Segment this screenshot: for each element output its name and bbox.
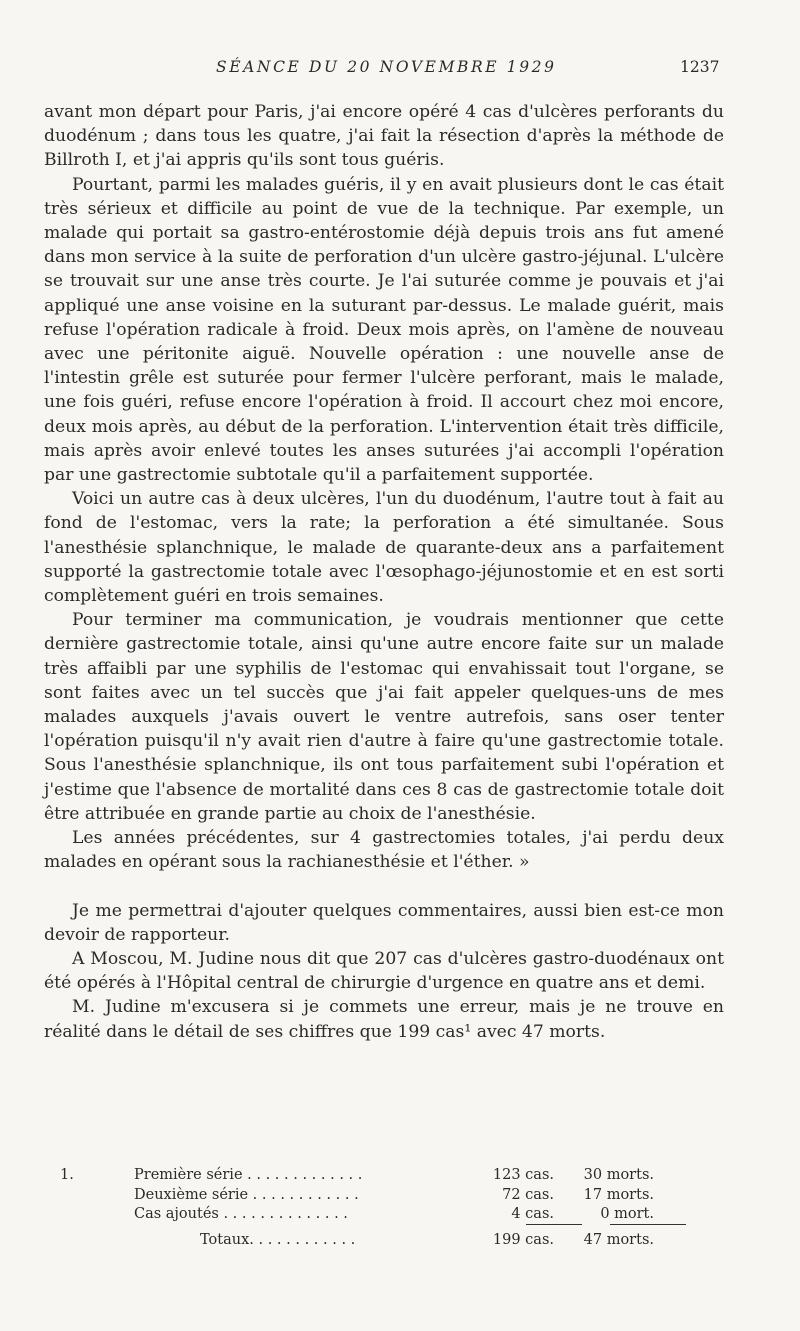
paragraph: M. Judine m'excusera si je commets une erreur, mais je ne trouve en réalité dans le détail de ses chiffres que 199 cas¹ avec 47 morts. (44, 997, 724, 1042)
row-label: Deuxième série . . . . . . . . . . . . (134, 1186, 359, 1203)
table-row (134, 1205, 654, 1225)
row-morts: 0 mort. (600, 1206, 654, 1222)
footnote-table (134, 1166, 654, 1250)
paragraph: avant mon départ pour Paris, j'ai encore opéré 4 cas d'ulcères perforants du duodénum ; dans tous les quatre, j'ai fait la résection d'après la méthode de Billroth I, et j'ai appris qu'ils sont tous guéris. (44, 102, 724, 171)
row-label: Première série . . . . . . . . . . . . . (134, 1167, 363, 1183)
paragraph: Pourtant, parmi les malades guéris, il y en avait plusieurs dont le cas était très sérieux et difficile au point de vue de la technique. Par exemple, un malade qui portait sa gastro-entérostomie déjà depuis trois ans fut amené dans mon service à la suite de perforation d'un ulcère gastro-jéjunal. L'ulcère se trouvait sur une anse très courte. Je l'ai suturée comme je pouvais et j'ai appliqué une anse voisine en la suturant par-dessus. Le malade guérit, mais refuse l'opération radicale à froid. Deux mois après, on l'amène de nouveau avec une péritonite aiguë. Nouvelle opération : une nouvelle anse de l'intestin grêle est suturée pour fermer l'ulcère perforant, mais le malade, une fois guéri, refuse encore l'opération à froid. Il accourt chez moi encore, deux mois après, au début de la perforation. L'intervention était très difficile, mais après avoir enlevé toutes les anses suturées j'ai accompli l'opération par une gastrectomie subtotale qu'il a parfaitement supportée. (44, 174, 724, 486)
running-title: SÉANCE DU 20 NOVEMBRE 1929 (216, 58, 557, 76)
total-label: Totaux. . . . . . . . . . . . (200, 1231, 356, 1248)
sum-rule (526, 1224, 582, 1225)
total-cas: 199 cas. (492, 1231, 554, 1248)
row-morts: 30 morts. (583, 1167, 654, 1183)
paragraph: Voici un autre cas à deux ulcères, l'un du duodénum, l'autre tout à fait au fond de l'estomac, vers la rate; la perforation a été simultanée. Sous l'anesthésie splanchnique, le malade de quarante-deux ans a parfaitement supporté la gastrectomie totale avec l'œsophago-jéjunostomie et en est sorti complètement guéri en trois semaines. (44, 489, 724, 607)
body-text (44, 100, 724, 1044)
table-total-row (134, 1231, 654, 1251)
paragraph: Les années précédentes, sur 4 gastrectomies totales, j'ai perdu deux malades en opérant sous la rachianesthésie et l'éther. » (44, 828, 724, 873)
table-row (134, 1166, 654, 1186)
paragraph: A Moscou, M. Judine nous dit que 207 cas d'ulcères gastro-duodénaux ont été opérés à l'Hôpital central de chirurgie d'urgence en quatre ans et demi. (44, 948, 724, 994)
sum-rule (610, 1224, 686, 1225)
row-cas: 4 cas. (511, 1206, 554, 1222)
row-cas: 123 cas. (492, 1167, 554, 1183)
row-morts: 17 morts. (583, 1186, 654, 1203)
paragraph: Pour terminer ma communication, je voudrais mentionner que cette dernière gastrectomie totale, ainsi qu'une autre encore faite sur un malade très affaibli par une syphilis de l'estomac qui envahissait tout l'organe, se sont faites avec un tel succès que j'ai fait appeler quelques-uns de mes malades auxquels j'avais ouvert le ventre autrefois, sans oser tenter l'opération puisqu'il n'y avait rien d'autre à faire qu'une gastrectomie totale. Sous l'anesthésie splanchnique, ils ont tous parfaitement subi l'opération et j'estime que l'absence de mortalité dans ces 8 cas de gastrectomie totale doit être attribuée en grande partie au choix de l'anesthésie. (44, 610, 724, 824)
footnote-number: 1. (60, 1167, 74, 1183)
total-morts: 47 morts. (583, 1231, 654, 1248)
row-cas: 72 cas. (502, 1186, 554, 1203)
table-row (134, 1186, 654, 1206)
page-number: 1237 (680, 58, 720, 76)
row-label: Cas ajoutés . . . . . . . . . . . . . . (134, 1206, 348, 1222)
paragraph: Je me permettrai d'ajouter quelques commentaires, aussi bien est-ce mon devoir de rapporteur. (44, 900, 724, 945)
page-header (0, 58, 800, 82)
